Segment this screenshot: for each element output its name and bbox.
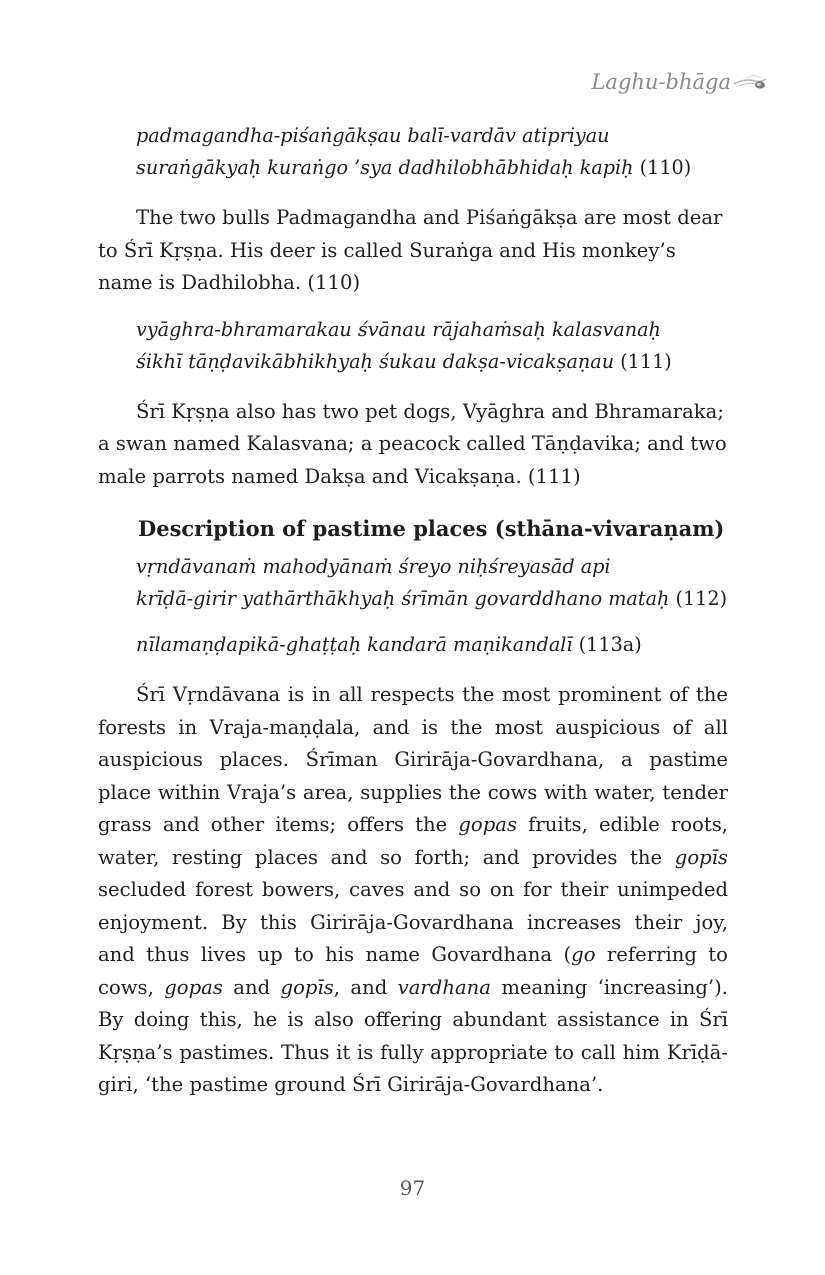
verse-number: (110) (639, 156, 692, 179)
commentary-text: meaning ‘increasing’). By doing this, he is also offering abundant assistance in Śrī Kṛṣṇa’s pastimes. Thus it is fully appropriate to call him Krīḍā-giri, ‘the pastime ground Śrī Girirāja-Govardhana’. (98, 975, 728, 1096)
commentary-text: and (222, 975, 281, 999)
translation-110: The two bulls Padmagandha and Piśaṅgākṣa are most dear to Śrī Kṛṣṇa. His deer is called Suraṅga and His monkey’s name is Dadhilobha. (110) (98, 206, 723, 294)
commentary-italic: vardhana (397, 975, 491, 999)
flourish-icon (733, 71, 767, 93)
commentary-italic: gopīs (280, 975, 334, 999)
commentary-text: referring to cows, (98, 943, 728, 999)
verse-text: nīlamaṇḍapikā-ghaṭṭaḥ kandarā maṇikandalī (136, 633, 573, 656)
section-heading: Description of pastime places (sthāna-vivaraṇam) (138, 516, 725, 541)
commentary-text: , and (333, 975, 398, 999)
commentary-text: fruits, edible roots, water, resting places and so forth; and provides the (98, 813, 728, 869)
verse-line: padmagandha-piśaṅgākṣau balī-vardāv atipriyau (136, 124, 610, 147)
commentary-paragraph (98, 679, 728, 1102)
page-body (98, 120, 728, 1102)
verse-line (136, 629, 728, 661)
verse-110 (98, 120, 728, 184)
running-head-title: Laghu-bhāga (591, 70, 731, 94)
verse-line (136, 152, 728, 184)
verse-line: vṛndāvanaṁ mahodyānaṁ śreyo niḥśreyasād api (136, 555, 611, 578)
commentary-text: secluded forest bowers, caves and so on for their unimpeded enjoyment. By this Girirāja-Govardhana increases their joy, and thus lives up to his name Govardhana ( (98, 878, 728, 966)
verse-112 (98, 551, 728, 615)
commentary-italic: gopas (458, 813, 518, 836)
verse-111 (98, 314, 728, 378)
commentary-text: Śrī Vṛndāvana is in all respects the most prominent of the forests in Vraja-maṇḍala, and is the most auspicious of all auspicious places. Śrīman Girirāja-Govardhana, a pastime place within Vraja’s area, supplies the cows with water, tender grass and other items; offers the (98, 683, 728, 836)
verse-text: suraṅgākyaḥ kuraṅgo ’sya dadhilobhābhidaḥ kapiḥ (136, 156, 634, 179)
commentary-italic: go (571, 943, 596, 966)
verse-text: śikhī tāṇḍavikābhikhyaḥ śukau dakṣa-vicakṣaṇau (136, 349, 615, 373)
running-head (591, 70, 767, 94)
verse-113a (98, 629, 728, 661)
page-number: 97 (399, 1176, 426, 1200)
verse-number: (111) (620, 349, 672, 373)
commentary-italic: gopīs (674, 845, 728, 869)
verse-line (136, 583, 728, 615)
commentary-italic: gopas (164, 975, 223, 999)
verse-text: krīḍā-girir yathārthākhyaḥ śrīmān govarddhano mataḥ (136, 587, 670, 610)
verse-line: vyāghra-bhramarakau śvānau rājahaṁsaḥ kalasvanaḥ (136, 317, 661, 341)
verse-line (136, 346, 728, 378)
translation-111: Śrī Kṛṣṇa also has two pet dogs, Vyāghra and Bhramaraka; a swan named Kalasvana; a peacock called Tāṇḍavika; and two male parrots named Dakṣa and Vicakṣaṇa. (111) (98, 399, 727, 488)
verse-number: (112) (675, 587, 728, 610)
verse-number: (113a) (578, 633, 642, 656)
